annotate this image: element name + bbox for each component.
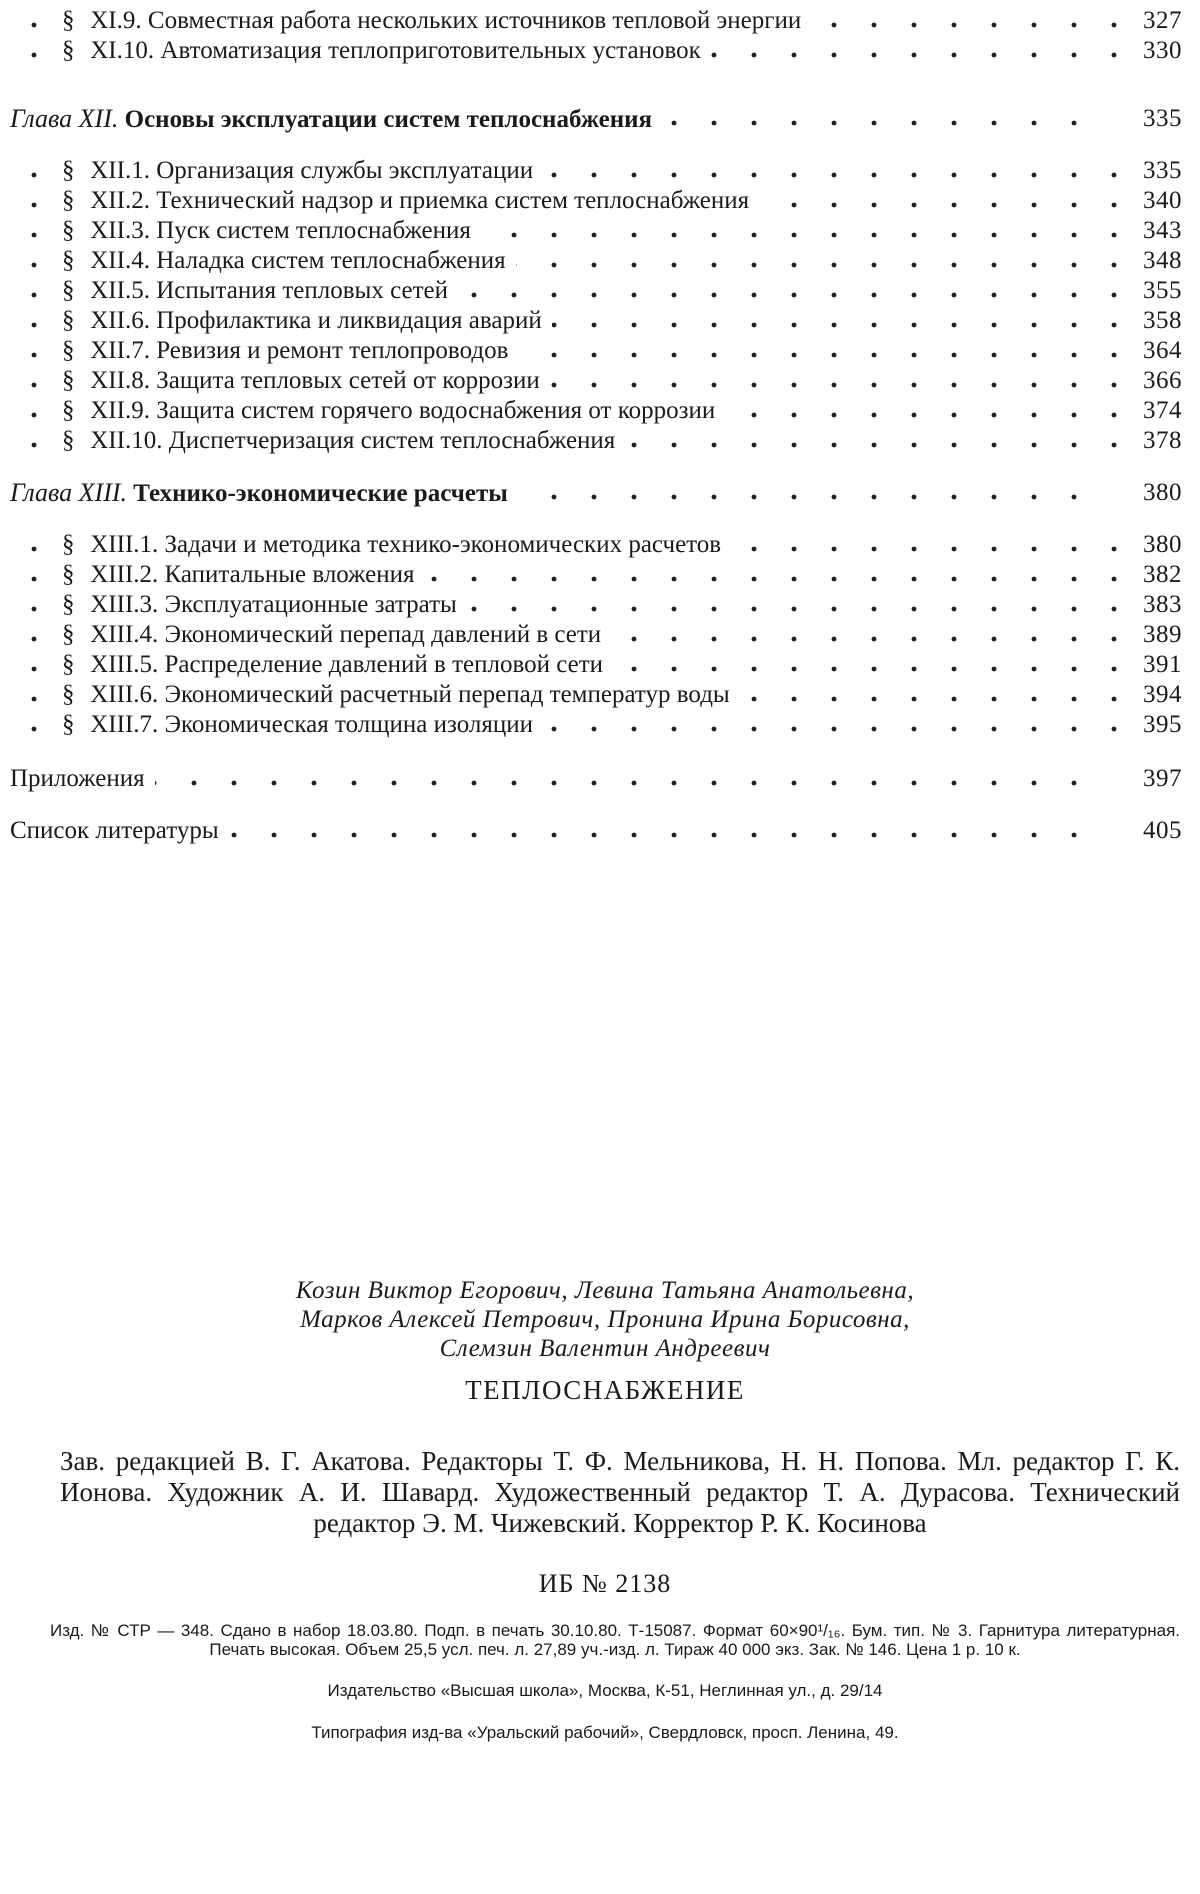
- toc-section-entry: [10, 246, 1182, 276]
- authors-line-1: Козин Виктор Егорович, Левина Татьяна Анатольевна,: [295, 1277, 915, 1304]
- printer-address: Типография изд-ва «Уральский рабочий», Свердловск, просп. Ленина, 49.: [311, 1723, 899, 1742]
- section-code: XIII.7.: [90, 711, 159, 738]
- section-code: XII.8.: [90, 367, 150, 394]
- section-page-number: 327: [1143, 7, 1182, 34]
- section-code: XII.5.: [90, 277, 150, 304]
- section-code: XI.9.: [90, 7, 142, 34]
- book-title: ТЕПЛОСНАБЖЕНИЕ: [465, 1375, 745, 1405]
- toc-section-entry: [10, 366, 1182, 396]
- section-code: XII.9.: [90, 397, 150, 424]
- toc-section-entry: [10, 590, 1182, 620]
- section-symbol: §: [62, 37, 75, 64]
- toc-section-entry: [10, 650, 1182, 680]
- table-of-contents: [10, 6, 1182, 846]
- section-title: Экономический расчетный перепад температур воды: [164, 681, 730, 708]
- toc-section-entry: [10, 620, 1182, 650]
- section-code: XIII.5.: [90, 651, 159, 678]
- section-title: Ревизия и ремонт теплопроводов: [156, 337, 509, 364]
- chapter-11-section-list: [10, 6, 1182, 66]
- toc-section-entry: [10, 216, 1182, 246]
- section-title: Капитальные вложения: [164, 561, 415, 588]
- chapter-12-section-list: [10, 156, 1182, 456]
- print-imprint: Изд. № СТР — 348. Сдано в набор 18.03.80. Подп. в печать 30.10.80. Т-15087. Формат 60×90¹/₁₆. Бум. тип. № 3. Гарнитура литературная. Печать высокая. Объем 25,5 усл. печ. л. 27,89 уч.-изд. л. Тираж 40 000 экз. Зак. № 146. Цена 1 р. 10 к.: [50, 1621, 1180, 1659]
- section-symbol: §: [62, 337, 75, 364]
- section-title: Автоматизация теплоприготовительных установок: [160, 37, 701, 64]
- section-page-number: 358: [1143, 307, 1182, 334]
- section-symbol: §: [62, 681, 75, 708]
- toc-section-entry: [10, 426, 1182, 456]
- chapter-13-section-list: [10, 530, 1182, 740]
- appendix-entry: [10, 764, 1182, 794]
- section-title: Испытания тепловых сетей: [156, 277, 449, 304]
- publisher-address: Издательство «Высшая школа», Москва, К-51, Неглинная ул., д. 29/14: [327, 1681, 883, 1700]
- section-symbol: §: [62, 307, 75, 334]
- section-code: XIII.3.: [90, 591, 159, 618]
- section-symbol: §: [62, 397, 75, 424]
- section-code: XII.1.: [90, 157, 150, 184]
- section-code: XI.10.: [90, 37, 155, 64]
- section-symbol: §: [62, 217, 75, 244]
- authors-line-2: Марков Алексей Петрович, Пронина Ирина Борисовна,: [300, 1306, 910, 1333]
- toc-section-entry: [10, 156, 1182, 186]
- section-page-number: 394: [1143, 681, 1182, 708]
- section-title: Эксплуатационные затраты: [164, 591, 457, 618]
- toc-section-entry: [10, 306, 1182, 336]
- references-page: 405: [1143, 817, 1182, 844]
- section-code: XIII.2.: [90, 561, 159, 588]
- section-page-number: 383: [1143, 591, 1182, 618]
- section-title: Задачи и методика технико-экономических расчетов: [164, 531, 722, 558]
- toc-section-entry: [10, 186, 1182, 216]
- appendix-title: Приложения: [10, 765, 155, 792]
- toc-section-entry: [10, 336, 1182, 366]
- section-code: XIII.4.: [90, 621, 159, 648]
- section-symbol: §: [62, 651, 75, 678]
- toc-section-entry: [10, 530, 1182, 560]
- ib-number: ИБ № 2138: [538, 1569, 672, 1598]
- section-symbol: §: [62, 247, 75, 274]
- toc-section-entry: [10, 396, 1182, 426]
- section-title: Организация службы эксплуатации: [156, 157, 534, 184]
- section-page-number: 330: [1143, 37, 1182, 64]
- section-symbol: §: [62, 621, 75, 648]
- section-page-number: 382: [1143, 561, 1182, 588]
- section-symbol: §: [62, 591, 75, 618]
- section-page-number: 378: [1143, 427, 1182, 454]
- section-title: Диспетчеризация систем теплоснабжения: [168, 427, 616, 454]
- section-title: Совместная работа нескольких источников тепловой энергии: [147, 7, 802, 34]
- references-entry: [10, 816, 1182, 846]
- section-symbol: §: [62, 7, 75, 34]
- section-code: XII.6.: [90, 307, 150, 334]
- section-symbol: §: [62, 427, 75, 454]
- section-title: Экономический перепад давлений в сети: [164, 621, 602, 648]
- section-symbol: §: [62, 277, 75, 304]
- section-symbol: §: [62, 367, 75, 394]
- chapter-12-title: Основы эксплуатации систем теплоснабжения: [124, 106, 653, 133]
- section-code: XII.4.: [90, 247, 150, 274]
- section-title: Экономическая толщина изоляции: [164, 711, 534, 738]
- chapter-13-entry: [10, 478, 1182, 508]
- author-list: [30, 1276, 1180, 1363]
- section-title: Защита тепловых сетей от коррозии: [156, 367, 540, 394]
- toc-section-entry: [10, 680, 1182, 710]
- section-symbol: §: [62, 157, 75, 184]
- toc-section-entry: [10, 560, 1182, 590]
- authors-line-3: Слемзин Валентин Андреевич: [439, 1335, 771, 1362]
- section-symbol: §: [62, 561, 75, 588]
- section-page-number: 366: [1143, 367, 1182, 394]
- editorial-staff: Зав. редакцией В. Г. Акатова. Редакторы Т. Ф. Мельникова, Н. Н. Попова. Мл. редактор Г. К. Ионова. Художник А. И. Шавард. Художественный редактор Т. А. Дурасова. Технический редактор Э. М. Чижевский. Корректор Р. К. Косинова: [60, 1446, 1180, 1538]
- section-title: Технический надзор и приемка систем теплоснабжения: [156, 187, 750, 214]
- chapter-13-word: Глава XIII.: [10, 478, 128, 507]
- section-code: XII.7.: [90, 337, 150, 364]
- section-code: XIII.6.: [90, 681, 159, 708]
- section-page-number: 391: [1143, 651, 1182, 678]
- chapter-13-page: 380: [1143, 479, 1182, 506]
- section-title: Защита систем горячего водоснабжения от коррозии: [156, 397, 716, 424]
- section-title: Пуск систем теплоснабжения: [156, 217, 471, 244]
- section-title: Распределение давлений в тепловой сети: [164, 651, 604, 678]
- section-title: Профилактика и ликвидация аварий: [156, 307, 542, 334]
- section-code: XIII.1.: [90, 531, 159, 558]
- section-code: XII.2.: [90, 187, 150, 214]
- chapter-12-entry: [10, 104, 1182, 134]
- toc-section-entry: [10, 36, 1182, 66]
- chapter-12-word: Глава XII.: [10, 104, 119, 133]
- section-page-number: 335: [1143, 157, 1182, 184]
- section-code: XII.3.: [90, 217, 150, 244]
- section-page-number: 348: [1143, 247, 1182, 274]
- section-page-number: 343: [1143, 217, 1182, 244]
- section-page-number: 364: [1143, 337, 1182, 364]
- section-page-number: 380: [1143, 531, 1182, 558]
- section-page-number: 355: [1143, 277, 1182, 304]
- colophon: [30, 1276, 1180, 1743]
- chapter-12-page: 335: [1143, 105, 1182, 132]
- section-code: XII.10.: [90, 427, 163, 454]
- section-symbol: §: [62, 187, 75, 214]
- section-page-number: 340: [1143, 187, 1182, 214]
- toc-section-entry: [10, 710, 1182, 740]
- section-page-number: 374: [1143, 397, 1182, 424]
- chapter-13-title: Технико-экономические расчеты: [133, 480, 508, 507]
- section-page-number: 389: [1143, 621, 1182, 648]
- references-title: Список литературы: [10, 817, 229, 844]
- toc-section-entry: [10, 276, 1182, 306]
- section-title: Наладка систем теплоснабжения: [156, 247, 506, 274]
- section-symbol: §: [62, 531, 75, 558]
- appendix-page: 397: [1143, 765, 1182, 792]
- section-symbol: §: [62, 711, 75, 738]
- toc-section-entry: [10, 6, 1182, 36]
- section-page-number: 395: [1143, 711, 1182, 738]
